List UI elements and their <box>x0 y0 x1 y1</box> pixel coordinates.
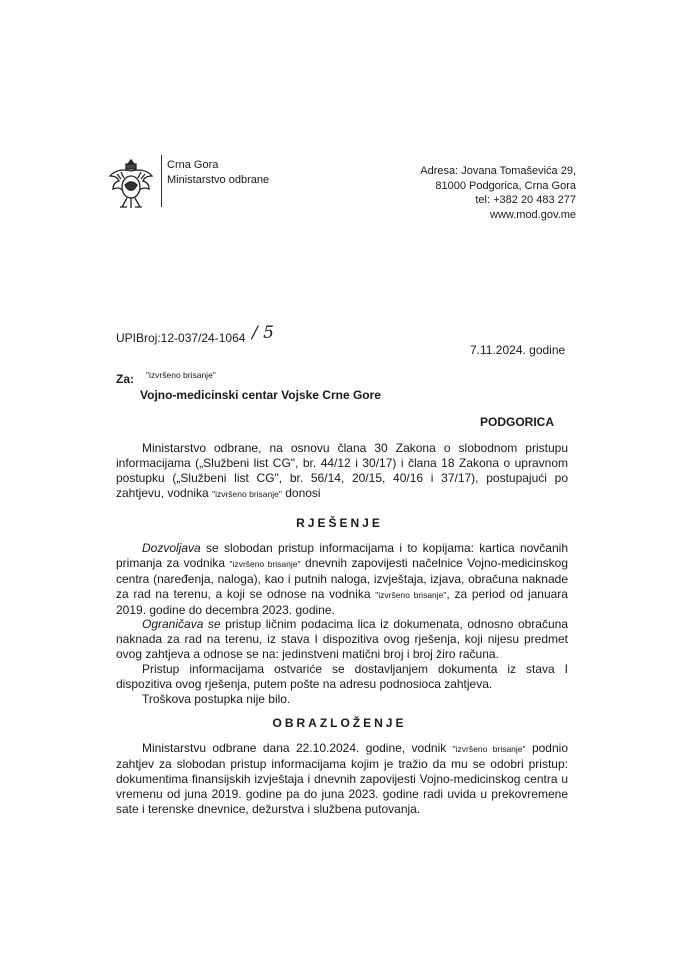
reasoning-title: OBRAZLOŽENJE <box>272 716 407 730</box>
address-line-1: Adresa: Jovana Tomaševića 29, <box>420 165 576 177</box>
address-line-2: 81000 Podgorica, Crna Gora <box>435 179 576 192</box>
allow-text-1: se slobodan pristup informacijama i to kopijama: kartica novčanih primanja za vodnika <box>116 541 568 570</box>
ministry-address <box>380 164 576 222</box>
recipient-prefix: Za: <box>116 372 134 386</box>
document-date: 7.11.2024. godine <box>470 343 566 357</box>
reference-number: UPIBroj:12-037/24-1064 <box>116 331 246 345</box>
letterhead-title <box>167 158 269 188</box>
recipient-city: PODGORICA <box>480 415 555 429</box>
intro-text-1: Ministarstvo odbrane, na osnovu člana 30 Zakona o slobodnom pristupu informacijama („Službeni list CG", br. 44/12 i 30/17) i člana 18 Zakona o upravnom postupku („Službeni list CG", br. 56/14, 20/15, 40/16 i 37/17), postupajući po zahtjevu, vodnika <box>116 441 568 500</box>
phone-number: tel: +382 20 483 277 <box>475 194 576 206</box>
recipient-name-redacted: "izvršeno brisanje" <box>146 370 216 380</box>
decision-allow-paragraph <box>116 541 568 618</box>
reasoning-text-2: podnio zahtjev za slobodan pristup informacijama kojim je tražio da mu se odobri pristup: dokumentima finansijskih izvještaja i dnevnih zapovijesti Vojno-medicinskog centra u vremenu od juna 2019. godine pa do juna 2023. godine radi uvida u prekovremene sate i terenske dnevnice, dežurstva i službena putovanja. <box>116 741 568 816</box>
montenegro-coat-of-arms-icon <box>107 157 155 211</box>
decision-costs-paragraph: Troškova postupka nije bilo. <box>142 692 291 706</box>
reasoning-redacted: "izvršeno brisanje" <box>452 744 526 754</box>
allow-text-3: , za period od januara 2019. godine do decembra 2023. godine. <box>116 587 568 617</box>
letterhead-divider <box>161 155 162 207</box>
ministry-name: Ministarstvo odbrane <box>167 174 270 186</box>
intro-text-2: donosi <box>281 486 321 500</box>
decision-limit-paragraph <box>116 617 568 662</box>
allow-keyword: Dozvoljava <box>142 541 201 555</box>
recipient-institution: Vojno-medicinski centar Vojske Crne Gore <box>140 388 381 402</box>
allow-redacted-2: "izvršeno brisanje" <box>375 590 447 600</box>
decision-title: RJEŠENJE <box>296 516 383 530</box>
allow-text-2: dnevnih zapovijesti načelnice Vojno-medicinskog centra (naređenja, naloga), kao i putnih naloga, izvještaja, izjava, obračuna naknade za rad na terenu, a koji se odnose na vodnika <box>116 556 568 601</box>
reasoning-text-1: Ministarstvu odbrane dana 22.10.2024. godine, vodnik <box>142 741 453 755</box>
intro-paragraph <box>116 441 568 502</box>
handwritten-annotation: / 5 <box>252 323 274 343</box>
limit-keyword: Ograničava se <box>142 617 221 631</box>
reasoning-paragraph <box>116 741 568 817</box>
limit-text: pristup ličnim podacima lica iz dokumenata, odnosno obračuna naknada za rad na terenu, iz stava I dispozitiva ovog rješenja, koji nijesu predmet ovog zahtjeva a odnose se na: jedinstveni matični broj i broj žiro računa. <box>116 617 568 661</box>
allow-redacted-1: "izvršeno brisanje" <box>229 559 301 569</box>
country-name: Crna Gora <box>167 159 219 171</box>
decision-access-paragraph: Pristup informacijama ostvariće se dostavljanjem dokumenta iz stava I dispozitiva ovog rješenja, putem pošte na adresu podnosioca zahtjeva. <box>116 662 568 691</box>
website: www.mod.gov.me <box>490 208 576 221</box>
intro-redacted: "izvršeno brisanje" <box>212 489 282 499</box>
